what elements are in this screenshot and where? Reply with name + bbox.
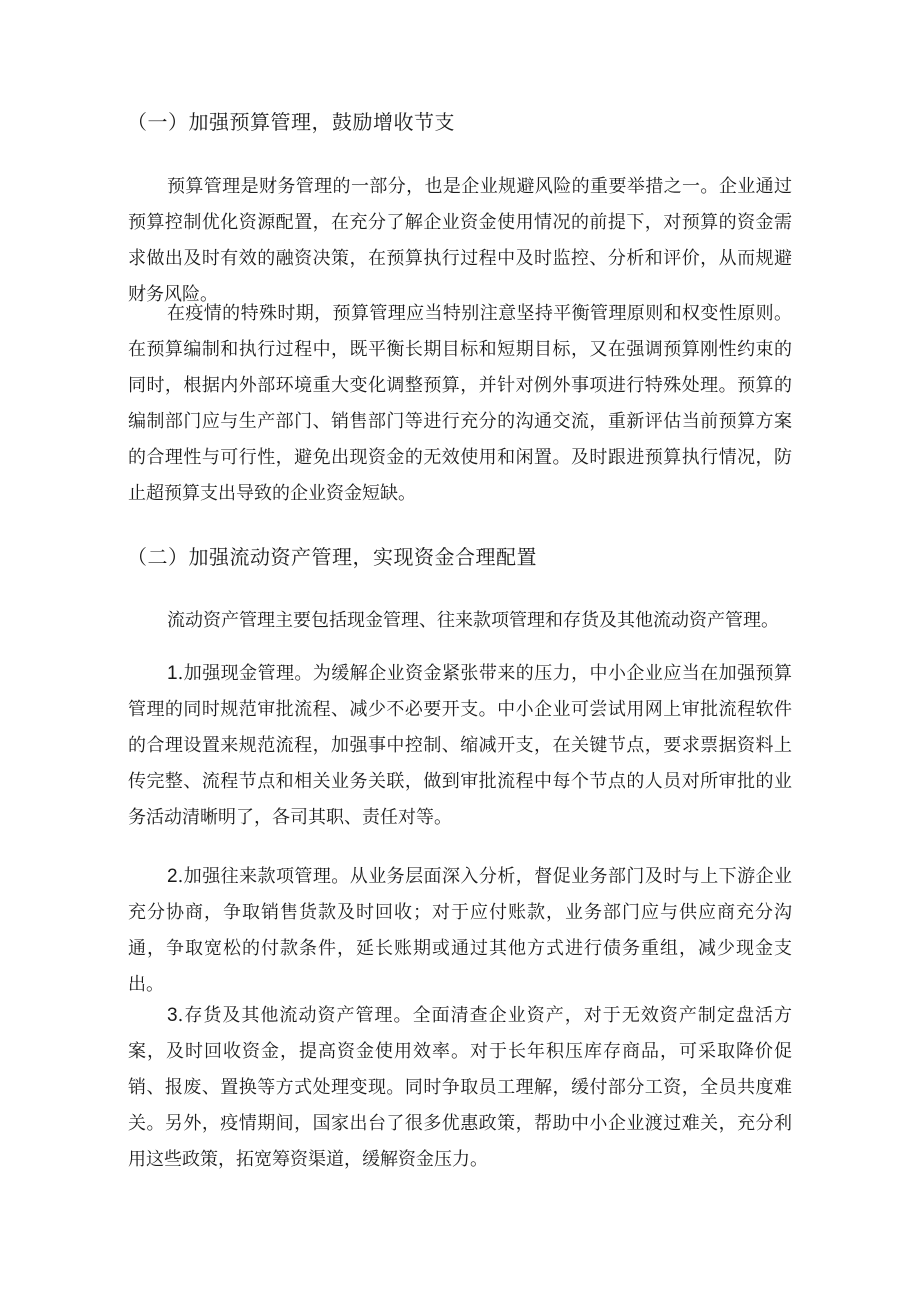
- item-text: .加强往来款项管理。从业务层面深入分析，督促业务部门及时与上下游企业充分协商，争取销售货款及时回收；对于应付账款，业务部门应与供应商充分沟通，争取宽松的付款条件，延长账期或通过其他方式进行债务重组，减少现金支出。: [128, 866, 792, 995]
- item-number: 3: [167, 1005, 178, 1026]
- paragraph-current-assets-intro: 流动资产管理主要包括现金管理、往来款项管理和存货及其他流动资产管理。: [167, 610, 779, 631]
- paragraph-budget-epidemic: 在疫情的特殊时期，预算管理应当特别注意坚持平衡管理原则和权变性原则。在预算编制和执行过程中，既平衡长期目标和短期目标，又在强调预算刚性约束的同时，根据内外部环境重大变化调整预算，并针对例外事项进行特殊处理。预算的编制部门应与生产部门、销售部门等进行充分的沟通交流，重新评估当前预算方案的合理性与可行性，避免出现资金的无效使用和闲置。及时跟进预算执行情况，防止超预算支出导致的企业资金短缺。: [128, 303, 792, 504]
- paragraph-budget-intro: 预算管理是财务管理的一部分，也是企业规避风险的重要举措之一。企业通过预算控制优化资源配置，在充分了解企业资金使用情况的前提下，对预算的资金需求做出及时有效的融资决策，在预算执行过程中及时监控、分析和评价，从而规避财务风险。: [128, 176, 792, 305]
- item-text: .存货及其他流动资产管理。全面清查企业资产，对于无效资产制定盘活方案，及时回收资金，提高资金使用效率。对于长年积压库存商品，可采取降价促销、报废、置换等方式处理变现。同时争取员工理解，缓付部分工资，全员共度难关。另外，疫情期间，国家出台了很多优惠政策，帮助中小企业渡过难关，充分利用这些政策，拓宽筹资渠道，缓解资金压力。: [128, 1005, 792, 1170]
- list-item-receivables-management: [128, 859, 792, 1003]
- section-heading-2: （二）加强流动资产管理，实现资金合理配置: [127, 545, 537, 569]
- list-item-inventory-management: [128, 998, 792, 1178]
- list-item-cash-management: [128, 656, 792, 836]
- item-text: .加强现金管理。为缓解企业资金紧张带来的压力，中小企业应当在加强预算管理的同时规范审批流程、减少不必要开支。中小企业可尝试用网上审批流程软件的合理设置来规范流程，加强事中控制、缩减开支，在关键节点，要求票据资料上传完整、流程节点和相关业务关联，做到审批流程中每个节点的人员对所审批的业务活动清晰明了，各司其职、责任对等。: [128, 663, 792, 828]
- section-heading-1: （一）加强预算管理，鼓励增收节支: [127, 110, 455, 134]
- item-number: 2: [167, 866, 178, 887]
- item-number: 1: [167, 663, 178, 684]
